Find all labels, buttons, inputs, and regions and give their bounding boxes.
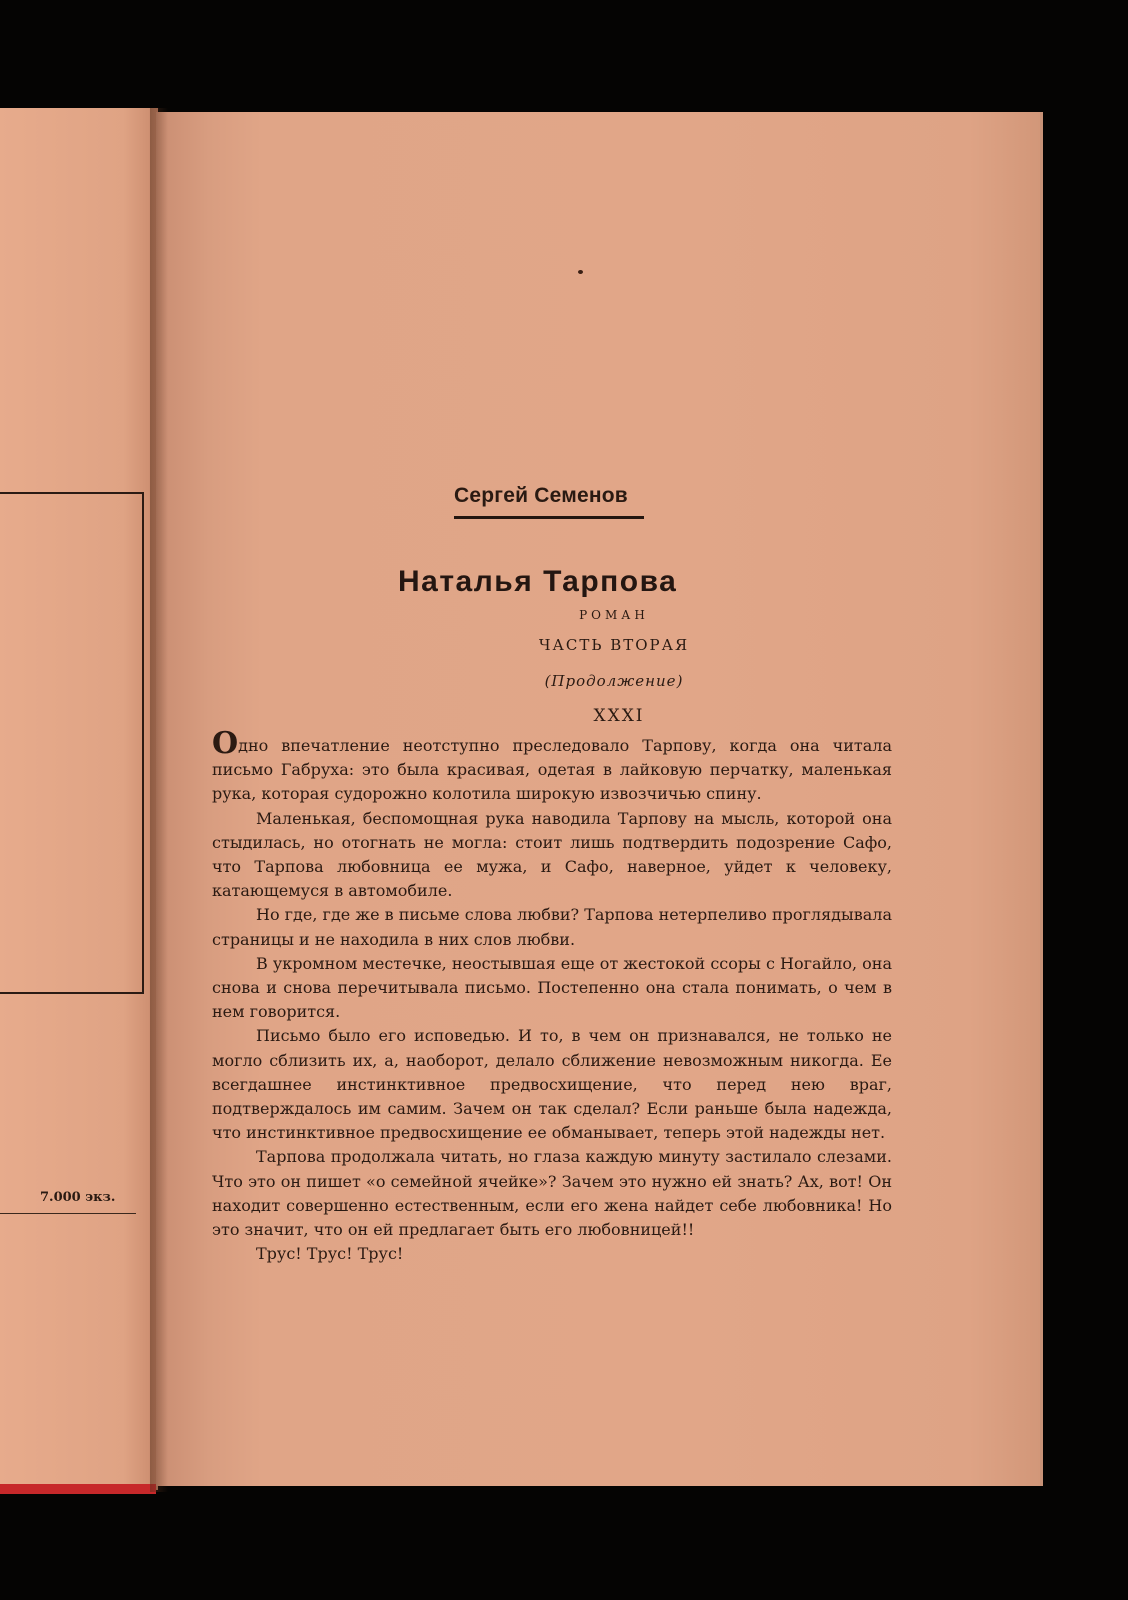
paragraph: Но где, где же в письме слова любви? Тарпова нетерпеливо проглядывала страницы и не находила в них слов любви.	[212, 905, 892, 949]
book-edge	[0, 1484, 156, 1494]
drop-cap: О	[212, 726, 239, 761]
left-page-frame	[0, 492, 144, 994]
paragraph: В укромном местечке, неостывшая еще от жестокой ссоры с Ногайло, она снова и снова перечитывала письмо. Постепенно она стала понимать, о чем в нем говорится.	[212, 953, 892, 1022]
body-text	[212, 726, 892, 1266]
part-label: ЧАСТЬ ВТОРАЯ	[538, 636, 690, 654]
paragraph: Маленькая, беспомощная рука наводила Тарпову на мысль, которой она стыдилась, но отогнать не могла: стоит лишь подтвердить подозрение Сафо, что Тарпова любовница ее мужа, и Сафо, наверное, уйдет к человеку, катающемуся в автомобиле.	[212, 808, 892, 901]
continuation-label: (Продолжение)	[544, 672, 684, 690]
page-title: Наталья Тарпова	[398, 565, 678, 598]
paragraph: Одно впечатление неотступно преследовало Тарпову, когда она читала письмо Габруха: это была красивая, одетая в лайковую перчатку, маленькая рука, которая судорожно колотила широкую извозчичью спину.	[212, 726, 892, 804]
genre-label: РОМАН	[579, 608, 649, 622]
author-name: Сергей Семенов	[454, 484, 628, 507]
paragraph: Тарпова продолжала читать, но глаза каждую минуту застилало слезами. Что это он пишет «о семейной ячейке»? Зачем это нужно ей знать? Ах, вот! Он находит совершенно естественным, если его жена найдет себе любовника! Но это значит, что он ей предлагает быть его любовницей!!	[212, 1147, 892, 1240]
gutter-shadow	[150, 108, 168, 1492]
left-page-rule	[0, 1213, 136, 1214]
author-underline	[454, 516, 644, 519]
paragraph: Письмо было его исповедью. И то, в чем он признавался, не только не могло сблизить их, а, наоборот, делало сближение невозможным никогда. Ее всегдашнее инстинктивное предвосхищение, что перед нею враг, подтверждалось им самим. Зачем он так сделал? Если раньше была надежда, что инстинктивное предвосхищение ее обманывает, теперь этой надежды нет.	[212, 1026, 892, 1143]
print-run: 7.000 экз.	[40, 1190, 116, 1205]
ink-speck	[578, 270, 583, 274]
paragraph: Трус! Трус! Трус!	[256, 1244, 404, 1264]
chapter-number: XXXI	[593, 706, 645, 726]
